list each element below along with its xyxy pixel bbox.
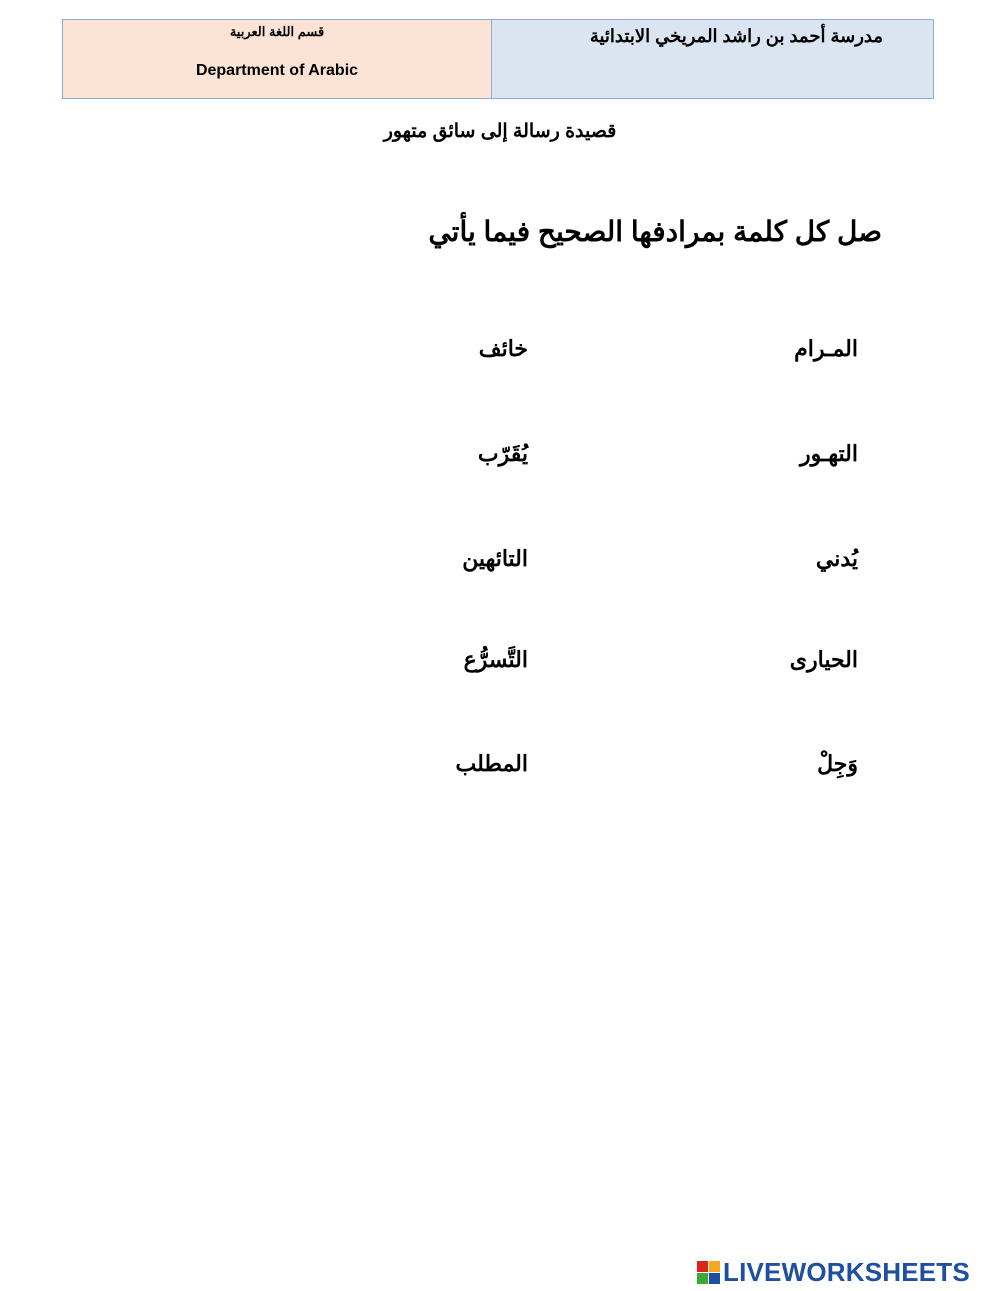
header-table xyxy=(62,19,934,99)
logo-squares-icon xyxy=(697,1261,720,1284)
department-cell xyxy=(63,20,492,98)
word-b-5[interactable]: المطلب xyxy=(455,751,528,776)
logo-square-green xyxy=(697,1273,708,1284)
liveworksheets-logo[interactable] xyxy=(697,1257,970,1287)
word-a-3[interactable]: يُدني xyxy=(815,546,858,571)
department-english: Department of Arabic xyxy=(195,62,359,79)
logo-text: LIVEWORKSHEETS xyxy=(723,1256,970,1287)
instruction: صل كل كلمة بمرادفها الصحيح فيما يأتي xyxy=(428,216,882,247)
logo-square-orange xyxy=(709,1261,720,1272)
word-b-1[interactable]: خائف xyxy=(478,336,528,361)
logo-square-red xyxy=(697,1261,708,1272)
word-a-4[interactable]: الحيارى xyxy=(789,647,858,672)
school-name: مدرسة أحمد بن راشد المريخي الابتدائية xyxy=(589,26,883,46)
word-b-2[interactable]: يُقَرّب xyxy=(477,441,528,466)
word-a-5[interactable]: وَجِلْ xyxy=(817,751,858,776)
logo-square-blue xyxy=(709,1273,720,1284)
word-a-1[interactable]: المـرام xyxy=(794,336,858,361)
word-b-4[interactable]: التَّسرُّع xyxy=(463,647,528,672)
poem-title: قصيدة رسالة إلى سائق متهور xyxy=(383,121,617,142)
department-arabic: قسم اللغة العربية xyxy=(229,24,325,39)
school-cell xyxy=(492,20,933,98)
word-a-2[interactable]: التهـور xyxy=(799,441,858,466)
word-b-3[interactable]: التائهين xyxy=(462,546,528,571)
